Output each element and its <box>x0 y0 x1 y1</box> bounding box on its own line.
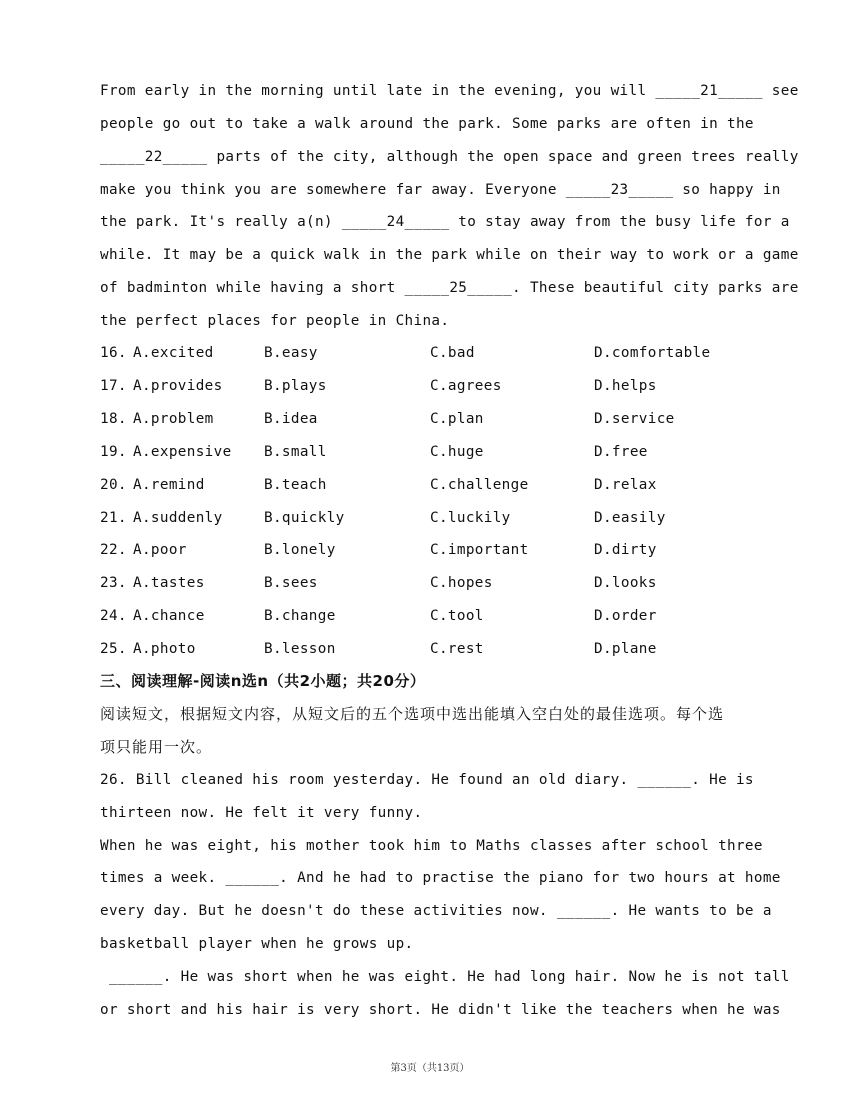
option-a: A.poor <box>133 542 187 558</box>
option-b: B.small <box>264 444 327 460</box>
option-a: A.tastes <box>133 575 205 591</box>
option-c: C.important <box>430 542 529 558</box>
option-d: D.looks <box>594 575 657 591</box>
instruction-line: 项只能用一次。 <box>100 738 213 756</box>
passage-line: or short and his hair is very short. He didn't like the teachers when he was <box>100 1002 781 1018</box>
option-c: C.tool <box>430 608 484 624</box>
question-number: 23. <box>100 575 127 591</box>
option-b: B.sees <box>264 575 318 591</box>
passage-line: _____22_____ parts of the city, although the open space and green trees really <box>100 149 799 165</box>
question-number: 21. <box>100 510 127 526</box>
option-a: A.excited <box>133 345 214 361</box>
option-d: D.easily <box>594 510 666 526</box>
option-c: C.hopes <box>430 575 493 591</box>
question-row <box>100 639 760 659</box>
section-heading: 三、阅读理解-阅读n选n（共2小题；共20分） <box>100 672 426 690</box>
question-row <box>100 540 760 560</box>
option-d: D.plane <box>594 641 657 657</box>
question-number: 24. <box>100 608 127 624</box>
passage-line: When he was eight, his mother took him to Maths classes after school three <box>100 838 763 854</box>
option-c: C.rest <box>430 641 484 657</box>
option-a: A.photo <box>133 641 196 657</box>
option-b: B.quickly <box>264 510 345 526</box>
question-row <box>100 475 760 495</box>
question-row <box>100 508 760 528</box>
option-b: B.lonely <box>264 542 336 558</box>
passage-line: of badminton while having a short _____25_____. These beautiful city parks are <box>100 280 799 296</box>
option-c: C.agrees <box>430 378 502 394</box>
question-row <box>100 606 760 626</box>
option-d: D.comfortable <box>594 345 711 361</box>
option-c: C.luckily <box>430 510 511 526</box>
question-number: 20. <box>100 477 127 493</box>
question-row <box>100 343 760 363</box>
option-d: D.order <box>594 608 657 624</box>
passage-line: basketball player when he grows up. <box>100 936 414 952</box>
question-number: 16. <box>100 345 127 361</box>
passage-line: people go out to take a walk around the park. Some parks are often in the <box>100 116 754 132</box>
question-number: 18. <box>100 411 127 427</box>
question-number: 25. <box>100 641 127 657</box>
option-b: B.easy <box>264 345 318 361</box>
option-b: B.idea <box>264 411 318 427</box>
option-a: A.chance <box>133 608 205 624</box>
option-c: C.plan <box>430 411 484 427</box>
option-d: D.helps <box>594 378 657 394</box>
option-b: B.plays <box>264 378 327 394</box>
passage-line: while. It may be a quick walk in the park while on their way to work or a game <box>100 247 799 263</box>
passage-line: times a week. ______. And he had to practise the piano for two hours at home <box>100 870 781 886</box>
option-a: A.expensive <box>133 444 232 460</box>
instruction-line: 阅读短文，根据短文内容，从短文后的五个选项中选出能填入空白处的最佳选项。每个选 <box>100 705 725 723</box>
option-a: A.problem <box>133 411 214 427</box>
option-d: D.dirty <box>594 542 657 558</box>
option-c: C.huge <box>430 444 484 460</box>
question-row <box>100 376 760 396</box>
question-row <box>100 409 760 429</box>
question-number: 19. <box>100 444 127 460</box>
option-a: A.suddenly <box>133 510 223 526</box>
passage-line: the perfect places for people in China. <box>100 313 450 329</box>
option-c: C.bad <box>430 345 475 361</box>
option-d: D.service <box>594 411 675 427</box>
option-b: B.lesson <box>264 641 336 657</box>
passage-line: the park. It's really a(n) _____24_____ to stay away from the busy life for a <box>100 214 790 230</box>
passage-line: 26. Bill cleaned his room yesterday. He found an old diary. ______. He is <box>100 772 754 788</box>
option-d: D.relax <box>594 477 657 493</box>
passage-line: make you think you are somewhere far away. Everyone _____23_____ so happy in <box>100 182 781 198</box>
passage-line: ______. He was short when he was eight. He had long hair. Now he is not tall <box>100 969 790 985</box>
option-c: C.challenge <box>430 477 529 493</box>
passage-line: From early in the morning until late in the evening, you will _____21_____ see <box>100 83 799 99</box>
option-a: A.provides <box>133 378 223 394</box>
question-row <box>100 573 760 593</box>
option-b: B.change <box>264 608 336 624</box>
option-b: B.teach <box>264 477 327 493</box>
question-number: 17. <box>100 378 127 394</box>
option-a: A.remind <box>133 477 205 493</box>
passage-line: thirteen now. He felt it very funny. <box>100 805 423 821</box>
passage-line: every day. But he doesn't do these activities now. ______. He wants to be a <box>100 903 772 919</box>
option-d: D.free <box>594 444 648 460</box>
question-number: 22. <box>100 542 127 558</box>
page-footer: 第3页（共13页） <box>390 1063 470 1074</box>
question-row <box>100 442 760 462</box>
